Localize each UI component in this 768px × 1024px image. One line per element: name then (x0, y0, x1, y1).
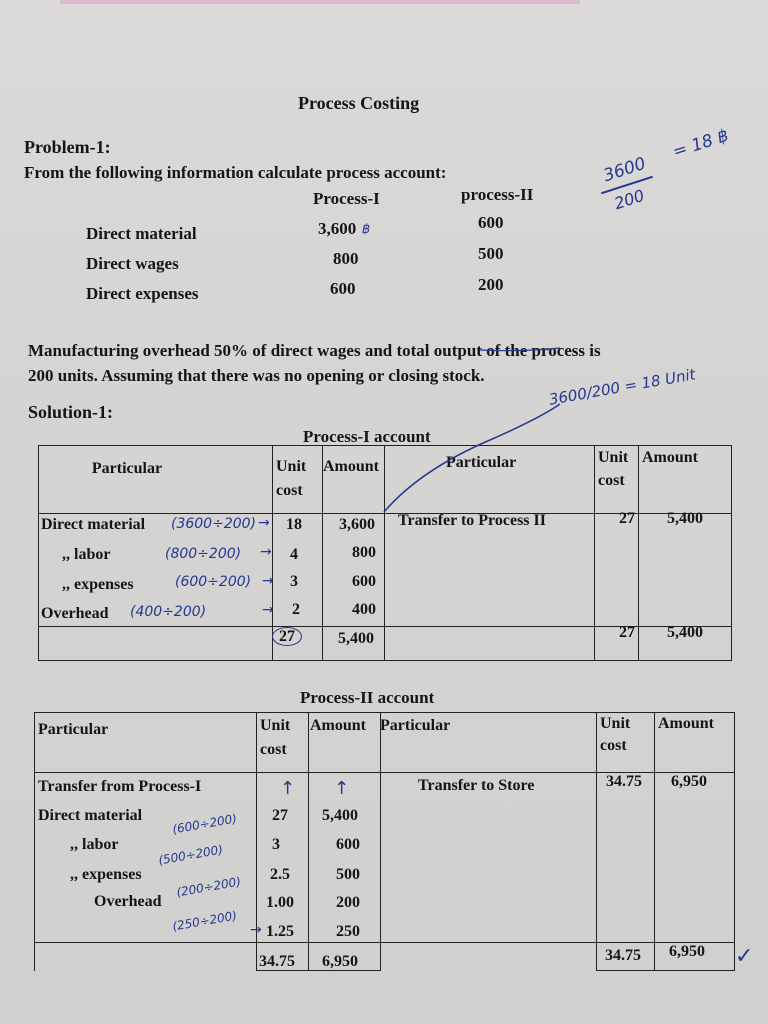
p2-left-label: ,, labor (70, 836, 119, 853)
p1-head-cost-left: cost (276, 482, 303, 499)
info-row-label: Direct wages (86, 254, 179, 273)
p1-head-unit-right: Unit (598, 449, 629, 466)
handwritten-calc: (400÷200) (130, 604, 207, 620)
info-row-p1: 600 (330, 279, 356, 298)
p1-left-unit: 18 (286, 516, 302, 533)
handwritten-arrow: → (262, 573, 274, 589)
handwritten-calc: (600÷200) (171, 811, 238, 837)
p2-right-amount: 6,950 (671, 773, 707, 790)
ink-underline (480, 348, 560, 351)
p2-head-particular-right: Particular (380, 717, 451, 734)
p1-right-total-amount: 5,400 (667, 624, 703, 641)
p2-head-cost-left: cost (260, 741, 287, 758)
p1-head-cost-right: cost (598, 472, 625, 489)
p1-left-label: Overhead (41, 605, 109, 622)
p2-left-unit: 1.25 (266, 923, 294, 940)
p2-left-amount: 5,400 (322, 807, 358, 824)
p2-left-amount: 250 (336, 923, 360, 940)
handwritten-up-arrow: ↑ (334, 778, 350, 799)
p1-left-amount: 3,600 (339, 516, 375, 533)
p1-left-amount: 400 (352, 601, 376, 618)
handwritten-calc: (250÷200) (171, 908, 238, 934)
intro-text: From the following information calculate process account: (24, 163, 447, 182)
handwritten-calc: (800÷200) (165, 546, 242, 562)
handwritten-calc: (200÷200) (175, 874, 242, 900)
info-row-label: Direct material (86, 224, 197, 243)
p2-right-total-amount: 6,950 (669, 943, 705, 960)
p2-left-amount: 500 (336, 866, 360, 883)
solution-label: Solution-1: (28, 402, 114, 422)
p1-right-total-unit: 27 (619, 624, 635, 641)
page-title: Process Costing (298, 93, 420, 113)
handwritten-result: = 18 ฿ (670, 125, 732, 163)
p1-left-total-amount: 5,400 (338, 630, 374, 647)
process1-title: Process-I account (303, 427, 431, 446)
p1-left-unit: 2 (292, 601, 300, 618)
handwritten-arrow: → (250, 922, 262, 938)
p1-left-label: ,, expenses (62, 576, 134, 593)
info-row-p1: 800 (333, 249, 359, 268)
p1-head-amount-left: Amount (323, 458, 380, 475)
p2-left-amount: 200 (336, 894, 360, 911)
handwritten-arrow: → (260, 544, 272, 560)
p2-left-unit: 27 (272, 807, 288, 824)
paragraph-line-1: Manufacturing overhead 50% of direct wages and total output of the process is (28, 341, 601, 360)
handwritten-calc: (500÷200) (157, 842, 224, 868)
info-row-p1: 3,600 (318, 219, 357, 238)
ink-connector-line (384, 404, 560, 512)
p2-head-cost-right: cost (600, 737, 627, 754)
handwritten-fraction-denominator: 200 (611, 185, 647, 214)
p2-left-label: ,, expenses (70, 866, 142, 883)
handwritten-arrow: → (262, 602, 274, 618)
p2-left-unit: 2.5 (270, 866, 290, 883)
p2-head-amount-right: Amount (658, 715, 715, 732)
p1-left-label: Direct material (41, 516, 146, 533)
p2-left-unit: 1.00 (266, 894, 294, 911)
handwritten-mark: ฿ (362, 222, 371, 237)
handwritten-unit-note: 3600/200 = 18 Unit (547, 365, 697, 409)
handwritten-arrow: → (258, 515, 270, 531)
p1-head-particular-right: Particular (446, 454, 517, 471)
p1-right-label: Transfer to Process II (398, 512, 546, 529)
p2-left-label: Transfer from Process-I (38, 778, 202, 795)
p1-right-amount: 5,400 (667, 510, 703, 527)
info-header-p1: Process-I (313, 189, 380, 208)
handwritten-calc: (600÷200) (175, 574, 252, 590)
handwritten-check-icon: ✓ (735, 944, 754, 969)
p2-left-label: Direct material (38, 807, 143, 824)
problem-label: Problem-1: (24, 137, 111, 157)
p1-head-unit-left: Unit (276, 458, 307, 475)
p2-left-amount: 600 (336, 836, 360, 853)
info-row-p2: 200 (478, 275, 504, 294)
p2-head-unit-left: Unit (260, 717, 291, 734)
p1-left-amount: 800 (352, 544, 376, 561)
handwritten-fraction-numerator: 3600 (600, 153, 649, 187)
paragraph-line-2: 200 units. Assuming that there was no opening or closing stock. (28, 366, 485, 385)
p1-head-amount-right: Amount (642, 449, 699, 466)
p2-head-amount-left: Amount (310, 717, 367, 734)
p2-left-unit: 3 (272, 836, 280, 853)
p2-head-unit-right: Unit (600, 715, 631, 732)
info-row-label: Direct expenses (86, 284, 199, 303)
p2-right-label: Transfer to Store (418, 777, 535, 794)
p1-left-label: ,, labor (62, 546, 111, 563)
handwritten-calc: (3600÷200) (171, 516, 257, 532)
p1-left-unit: 4 (290, 546, 298, 563)
p2-head-particular-left: Particular (38, 721, 109, 738)
p1-head-particular-left: Particular (91, 460, 163, 477)
info-row-p2: 500 (478, 244, 504, 263)
p2-left-total-unit: 34.75 (259, 953, 295, 970)
p2-right-total-unit: 34.75 (605, 947, 641, 964)
p1-right-unit: 27 (619, 510, 635, 527)
process2-title: Process-II account (300, 688, 435, 707)
p1-left-unit: 3 (290, 573, 298, 590)
info-header-p2: process-II (461, 185, 534, 204)
p1-total-unit-circle: 27 (272, 627, 302, 646)
p2-right-unit: 34.75 (606, 773, 642, 790)
info-row-p2: 600 (478, 213, 504, 232)
p2-left-label: Overhead (94, 893, 162, 910)
handwritten-up-arrow: ↑ (280, 778, 296, 799)
p2-left-total-amount: 6,950 (322, 953, 358, 970)
p1-left-amount: 600 (352, 573, 376, 590)
